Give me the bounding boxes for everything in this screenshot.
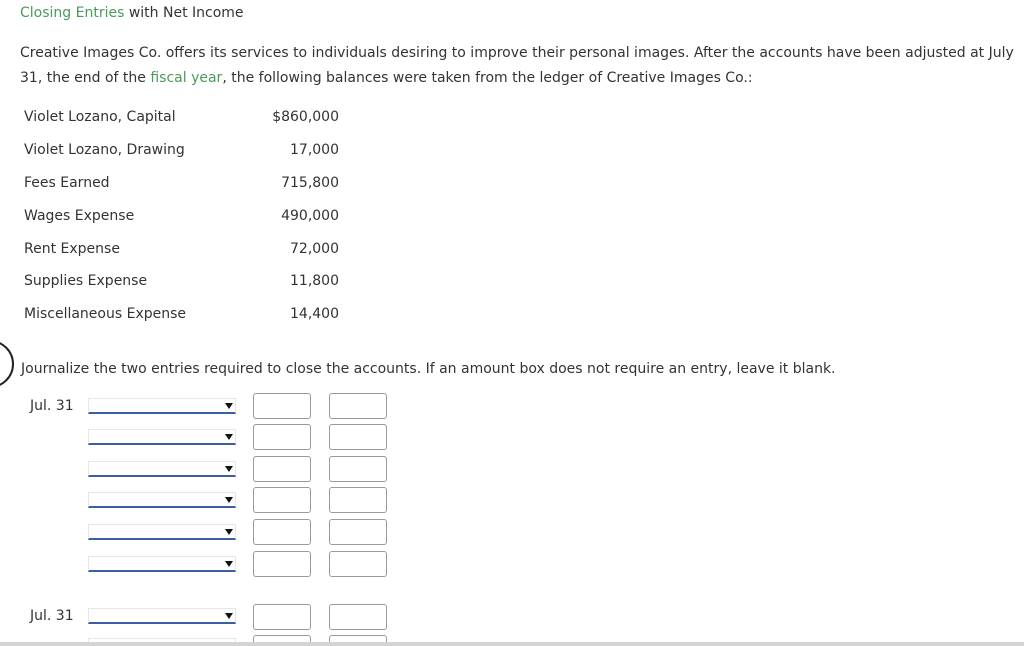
account-select[interactable] (88, 429, 236, 445)
ledger-account: Wages Expense (24, 207, 135, 224)
dropdown-arrow-icon (225, 434, 233, 440)
ledger-row (24, 199, 344, 232)
account-select[interactable] (88, 398, 236, 414)
debit-input[interactable] (253, 456, 311, 482)
title-link[interactable]: Closing Entries (20, 5, 125, 21)
ledger-amount: 17,000 (290, 142, 339, 159)
credit-input[interactable] (329, 487, 387, 513)
account-select[interactable] (88, 492, 236, 508)
account-select[interactable] (88, 556, 236, 572)
ledger-row (24, 134, 344, 167)
debit-input[interactable] (253, 604, 311, 630)
dropdown-arrow-icon (225, 529, 233, 535)
account-select[interactable] (88, 524, 236, 540)
credit-input[interactable] (329, 456, 387, 482)
ledger-account: Fees Earned (24, 174, 110, 191)
question-marker-circle (0, 340, 14, 388)
ledger-row (24, 298, 344, 331)
dropdown-arrow-icon (225, 497, 233, 503)
account-select[interactable] (88, 461, 236, 477)
problem-description (20, 41, 1020, 91)
debit-input[interactable] (253, 519, 311, 545)
credit-input[interactable] (329, 393, 387, 419)
ledger-account: Violet Lozano, Capital (24, 109, 176, 126)
ledger-amount: $860,000 (272, 109, 339, 126)
ledger-amount: 72,000 (290, 240, 339, 257)
intro-text-part2: , the following balances were taken from the ledger of Creative Images Co.: (222, 70, 753, 86)
account-select[interactable] (88, 608, 236, 624)
ledger-amount: 490,000 (281, 207, 339, 224)
ledger-account: Miscellaneous Expense (24, 306, 187, 323)
ledger-row (24, 232, 344, 265)
ledger-row (24, 265, 344, 298)
intro-text-part1: Creative Images Co. offers its services to individuals desiring to improve their personal images. After the accounts have been adjusted at July 31, the end of the (20, 45, 1014, 86)
ledger-row (24, 101, 344, 134)
horizontal-scrollbar[interactable] (0, 642, 1024, 646)
credit-input[interactable] (329, 604, 387, 630)
credit-input[interactable] (329, 519, 387, 545)
entry-date: Jul. 31 (30, 608, 74, 624)
debit-input[interactable] (253, 393, 311, 419)
ledger-amount: 11,800 (290, 273, 339, 290)
ledger-row (24, 167, 344, 200)
dropdown-arrow-icon (225, 403, 233, 409)
page-title (20, 5, 244, 21)
entry-date: Jul. 31 (30, 398, 74, 414)
debit-input[interactable] (253, 424, 311, 450)
ledger-amount: 715,800 (281, 174, 339, 191)
instructions: Journalize the two entries required to close the accounts. If an amount box does not require an entry, leave it blank. (21, 361, 836, 377)
dropdown-arrow-icon (225, 561, 233, 567)
credit-input[interactable] (329, 424, 387, 450)
ledger-balances-table (24, 101, 344, 331)
ledger-amount: 14,400 (290, 306, 339, 323)
ledger-account: Supplies Expense (24, 273, 148, 290)
fiscal-year-link[interactable]: fiscal year (150, 70, 223, 86)
debit-input[interactable] (253, 487, 311, 513)
credit-input[interactable] (329, 551, 387, 577)
dropdown-arrow-icon (225, 613, 233, 619)
dropdown-arrow-icon (225, 466, 233, 472)
ledger-account: Violet Lozano, Drawing (24, 142, 185, 159)
debit-input[interactable] (253, 551, 311, 577)
ledger-account: Rent Expense (24, 240, 120, 257)
title-rest: with Net Income (128, 5, 244, 21)
